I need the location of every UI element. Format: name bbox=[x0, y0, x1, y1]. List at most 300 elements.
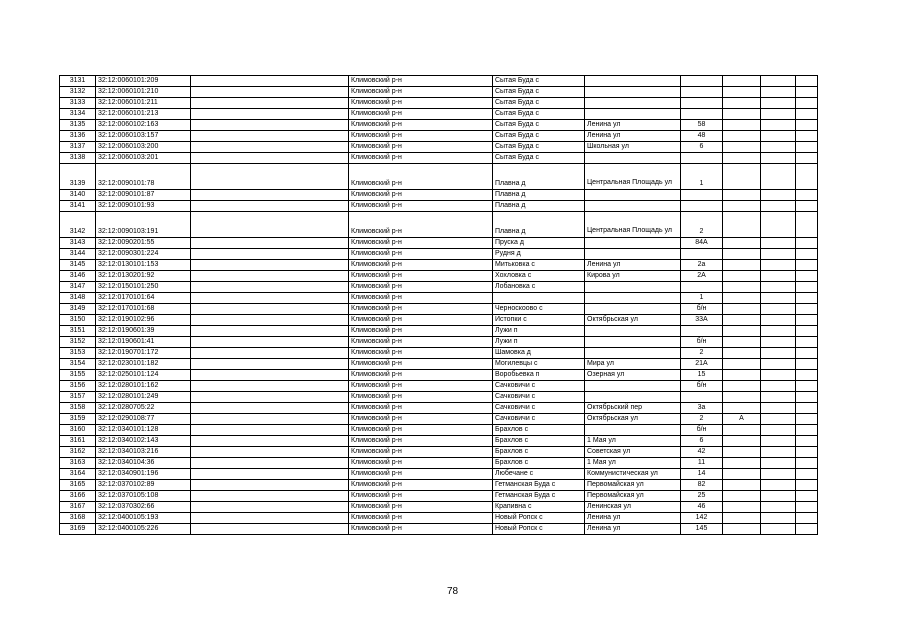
locality: Сачковичи с bbox=[493, 381, 585, 392]
cadastral-number: 32:12:0090103:191 bbox=[96, 212, 191, 238]
empty-cell bbox=[191, 304, 349, 315]
table-row bbox=[60, 164, 818, 190]
cadastral-number: 32:12:0090301:224 bbox=[96, 249, 191, 260]
letter bbox=[723, 469, 761, 480]
empty-cell bbox=[761, 249, 796, 260]
letter bbox=[723, 304, 761, 315]
district: Климовский р-н bbox=[349, 238, 493, 249]
empty-cell bbox=[191, 359, 349, 370]
street: Октябрьский пер bbox=[585, 403, 681, 414]
table-row bbox=[60, 315, 818, 326]
table-row bbox=[60, 153, 818, 164]
street: Ленина ул bbox=[585, 120, 681, 131]
locality: Сытая Буда с bbox=[493, 131, 585, 142]
house-number: 145 bbox=[681, 524, 723, 535]
empty-cell bbox=[796, 370, 818, 381]
cadastral-number: 32:12:0250101:124 bbox=[96, 370, 191, 381]
house-number: 15 bbox=[681, 370, 723, 381]
cadastral-number: 32:12:0090201:55 bbox=[96, 238, 191, 249]
district: Климовский р-н bbox=[349, 326, 493, 337]
letter bbox=[723, 458, 761, 469]
house-number bbox=[681, 392, 723, 403]
cadastral-number: 32:12:0170101:64 bbox=[96, 293, 191, 304]
letter bbox=[723, 513, 761, 524]
row-number: 3136 bbox=[60, 131, 96, 142]
street bbox=[585, 249, 681, 260]
locality bbox=[493, 293, 585, 304]
empty-cell bbox=[796, 109, 818, 120]
row-number: 3145 bbox=[60, 260, 96, 271]
letter bbox=[723, 260, 761, 271]
empty-cell bbox=[796, 524, 818, 535]
cadastral-number: 32:12:0370302:66 bbox=[96, 502, 191, 513]
locality: Могилевцы с bbox=[493, 359, 585, 370]
locality: Новый Ропск с bbox=[493, 524, 585, 535]
street bbox=[585, 153, 681, 164]
empty-cell bbox=[191, 469, 349, 480]
empty-cell bbox=[761, 87, 796, 98]
empty-cell bbox=[796, 282, 818, 293]
street bbox=[585, 392, 681, 403]
row-number: 3158 bbox=[60, 403, 96, 414]
empty-cell bbox=[761, 513, 796, 524]
letter bbox=[723, 502, 761, 513]
empty-cell bbox=[191, 87, 349, 98]
cadastral-number: 32:12:0280101:249 bbox=[96, 392, 191, 403]
cadastral-number: 32:12:0060101:209 bbox=[96, 76, 191, 87]
row-number: 3139 bbox=[60, 164, 96, 190]
street bbox=[585, 98, 681, 109]
district: Климовский р-н bbox=[349, 109, 493, 120]
empty-cell bbox=[796, 131, 818, 142]
row-number: 3157 bbox=[60, 392, 96, 403]
empty-cell bbox=[796, 120, 818, 131]
district: Климовский р-н bbox=[349, 337, 493, 348]
empty-cell bbox=[761, 238, 796, 249]
house-number: 142 bbox=[681, 513, 723, 524]
empty-cell bbox=[761, 469, 796, 480]
street: Школьная ул bbox=[585, 142, 681, 153]
empty-cell bbox=[191, 271, 349, 282]
empty-cell bbox=[761, 480, 796, 491]
table-row bbox=[60, 293, 818, 304]
cadastral-number: 32:12:0190601:39 bbox=[96, 326, 191, 337]
empty-cell bbox=[191, 436, 349, 447]
house-number: 84А bbox=[681, 238, 723, 249]
locality: Гетманская Буда с bbox=[493, 491, 585, 502]
district: Климовский р-н bbox=[349, 98, 493, 109]
row-number: 3153 bbox=[60, 348, 96, 359]
letter bbox=[723, 271, 761, 282]
street bbox=[585, 348, 681, 359]
empty-cell bbox=[796, 337, 818, 348]
row-number: 3131 bbox=[60, 76, 96, 87]
district: Климовский р-н bbox=[349, 458, 493, 469]
cadastral-number: 32:12:0060101:213 bbox=[96, 109, 191, 120]
house-number bbox=[681, 326, 723, 337]
district: Климовский р-н bbox=[349, 513, 493, 524]
empty-cell bbox=[796, 212, 818, 238]
table-row bbox=[60, 98, 818, 109]
locality: Воробьевка п bbox=[493, 370, 585, 381]
empty-cell bbox=[191, 392, 349, 403]
house-number: 6 bbox=[681, 142, 723, 153]
house-number: б/н bbox=[681, 337, 723, 348]
letter bbox=[723, 403, 761, 414]
street bbox=[585, 87, 681, 98]
street: Октябрьская ул bbox=[585, 414, 681, 425]
letter bbox=[723, 87, 761, 98]
house-number: 33А bbox=[681, 315, 723, 326]
table-body bbox=[60, 76, 818, 535]
table-row bbox=[60, 348, 818, 359]
locality: Сытая Буда с bbox=[493, 120, 585, 131]
empty-cell bbox=[796, 87, 818, 98]
empty-cell bbox=[761, 304, 796, 315]
letter bbox=[723, 524, 761, 535]
table-row bbox=[60, 370, 818, 381]
empty-cell bbox=[191, 153, 349, 164]
street: Коммунистическая ул bbox=[585, 469, 681, 480]
house-number bbox=[681, 87, 723, 98]
letter bbox=[723, 425, 761, 436]
district: Климовский р-н bbox=[349, 142, 493, 153]
cadastral-number: 32:12:0060101:210 bbox=[96, 87, 191, 98]
empty-cell bbox=[796, 359, 818, 370]
empty-cell bbox=[191, 403, 349, 414]
house-number bbox=[681, 201, 723, 212]
row-number: 3144 bbox=[60, 249, 96, 260]
empty-cell bbox=[761, 348, 796, 359]
house-number bbox=[681, 98, 723, 109]
empty-cell bbox=[796, 458, 818, 469]
row-number: 3164 bbox=[60, 469, 96, 480]
row-number: 3137 bbox=[60, 142, 96, 153]
district: Климовский р-н bbox=[349, 249, 493, 260]
street bbox=[585, 201, 681, 212]
letter bbox=[723, 282, 761, 293]
street bbox=[585, 238, 681, 249]
empty-cell bbox=[796, 513, 818, 524]
locality: Плавна д bbox=[493, 201, 585, 212]
letter bbox=[723, 337, 761, 348]
empty-cell bbox=[761, 201, 796, 212]
empty-cell bbox=[796, 190, 818, 201]
house-number: 1 bbox=[681, 293, 723, 304]
street: Центральная Площадь ул bbox=[585, 164, 681, 190]
letter bbox=[723, 201, 761, 212]
street: 1 Мая ул bbox=[585, 458, 681, 469]
table-row bbox=[60, 491, 818, 502]
cadastral-number: 32:12:0400105:193 bbox=[96, 513, 191, 524]
table-row bbox=[60, 249, 818, 260]
district: Климовский р-н bbox=[349, 491, 493, 502]
letter bbox=[723, 381, 761, 392]
empty-cell bbox=[796, 271, 818, 282]
district: Климовский р-н bbox=[349, 304, 493, 315]
street: Ленина ул bbox=[585, 524, 681, 535]
district: Климовский р-н bbox=[349, 381, 493, 392]
row-number: 3154 bbox=[60, 359, 96, 370]
locality: Брахлов с bbox=[493, 436, 585, 447]
row-number: 3149 bbox=[60, 304, 96, 315]
empty-cell bbox=[191, 381, 349, 392]
empty-cell bbox=[761, 326, 796, 337]
cadastral-number: 32:12:0060103:157 bbox=[96, 131, 191, 142]
row-number: 3135 bbox=[60, 120, 96, 131]
letter bbox=[723, 480, 761, 491]
empty-cell bbox=[761, 153, 796, 164]
cadastral-number: 32:12:0230101:182 bbox=[96, 359, 191, 370]
empty-cell bbox=[796, 304, 818, 315]
empty-cell bbox=[796, 260, 818, 271]
empty-cell bbox=[191, 447, 349, 458]
empty-cell bbox=[796, 238, 818, 249]
letter bbox=[723, 238, 761, 249]
locality: Брахлов с bbox=[493, 425, 585, 436]
locality: Истопки с bbox=[493, 315, 585, 326]
row-number: 3134 bbox=[60, 109, 96, 120]
district: Климовский р-н bbox=[349, 190, 493, 201]
locality: Митьковка с bbox=[493, 260, 585, 271]
locality: Сытая Буда с bbox=[493, 142, 585, 153]
district: Климовский р-н bbox=[349, 87, 493, 98]
row-number: 3163 bbox=[60, 458, 96, 469]
street: Мира ул bbox=[585, 359, 681, 370]
empty-cell bbox=[761, 370, 796, 381]
table-row bbox=[60, 271, 818, 282]
empty-cell bbox=[761, 414, 796, 425]
empty-cell bbox=[796, 381, 818, 392]
empty-cell bbox=[191, 212, 349, 238]
district: Климовский р-н bbox=[349, 348, 493, 359]
empty-cell bbox=[761, 109, 796, 120]
locality: Сытая Буда с bbox=[493, 109, 585, 120]
locality: Плавна д bbox=[493, 164, 585, 190]
empty-cell bbox=[191, 249, 349, 260]
locality: Лужи п bbox=[493, 337, 585, 348]
empty-cell bbox=[761, 293, 796, 304]
empty-cell bbox=[761, 337, 796, 348]
district: Климовский р-н bbox=[349, 403, 493, 414]
empty-cell bbox=[796, 201, 818, 212]
empty-cell bbox=[191, 282, 349, 293]
empty-cell bbox=[761, 425, 796, 436]
street: Первомайская ул bbox=[585, 491, 681, 502]
row-number: 3143 bbox=[60, 238, 96, 249]
letter bbox=[723, 436, 761, 447]
row-number: 3133 bbox=[60, 98, 96, 109]
table-row bbox=[60, 381, 818, 392]
row-number: 3151 bbox=[60, 326, 96, 337]
empty-cell bbox=[796, 348, 818, 359]
empty-cell bbox=[191, 337, 349, 348]
empty-cell bbox=[191, 142, 349, 153]
house-number: 14 bbox=[681, 469, 723, 480]
table-row bbox=[60, 109, 818, 120]
cadastral-number: 32:12:0190601:41 bbox=[96, 337, 191, 348]
letter bbox=[723, 315, 761, 326]
empty-cell bbox=[761, 315, 796, 326]
cadastral-number: 32:12:0340101:128 bbox=[96, 425, 191, 436]
letter bbox=[723, 370, 761, 381]
district: Климовский р-н bbox=[349, 164, 493, 190]
house-number bbox=[681, 109, 723, 120]
row-number: 3161 bbox=[60, 436, 96, 447]
empty-cell bbox=[796, 142, 818, 153]
cadastral-number: 32:12:0190102:96 bbox=[96, 315, 191, 326]
empty-cell bbox=[761, 98, 796, 109]
cadastral-number: 32:12:0060102:163 bbox=[96, 120, 191, 131]
locality: Плавна д bbox=[493, 212, 585, 238]
empty-cell bbox=[796, 392, 818, 403]
empty-cell bbox=[796, 469, 818, 480]
district: Климовский р-н bbox=[349, 271, 493, 282]
row-number: 3147 bbox=[60, 282, 96, 293]
locality: Лужи п bbox=[493, 326, 585, 337]
district: Климовский р-н bbox=[349, 502, 493, 513]
empty-cell bbox=[796, 480, 818, 491]
cadastral-number: 32:12:0340103:216 bbox=[96, 447, 191, 458]
letter bbox=[723, 326, 761, 337]
table-row bbox=[60, 87, 818, 98]
house-number: 2 bbox=[681, 414, 723, 425]
street: Ленина ул bbox=[585, 513, 681, 524]
cadastral-number: 32:12:0060103:200 bbox=[96, 142, 191, 153]
house-number: 25 bbox=[681, 491, 723, 502]
house-number: б/н bbox=[681, 425, 723, 436]
cadastral-number: 32:12:0400105:226 bbox=[96, 524, 191, 535]
empty-cell bbox=[191, 293, 349, 304]
row-number: 3138 bbox=[60, 153, 96, 164]
cadastral-number: 32:12:0280705:22 bbox=[96, 403, 191, 414]
house-number: 58 bbox=[681, 120, 723, 131]
row-number: 3141 bbox=[60, 201, 96, 212]
row-number: 3166 bbox=[60, 491, 96, 502]
empty-cell bbox=[191, 458, 349, 469]
empty-cell bbox=[761, 436, 796, 447]
house-number: 2а bbox=[681, 260, 723, 271]
house-number: 82 bbox=[681, 480, 723, 491]
street bbox=[585, 293, 681, 304]
table-row bbox=[60, 447, 818, 458]
empty-cell bbox=[796, 153, 818, 164]
district: Климовский р-н bbox=[349, 436, 493, 447]
district: Климовский р-н bbox=[349, 260, 493, 271]
row-number: 3168 bbox=[60, 513, 96, 524]
letter bbox=[723, 76, 761, 87]
empty-cell bbox=[761, 447, 796, 458]
table-row bbox=[60, 238, 818, 249]
house-number: 1 bbox=[681, 164, 723, 190]
table-row bbox=[60, 142, 818, 153]
table-row bbox=[60, 513, 818, 524]
row-number: 3132 bbox=[60, 87, 96, 98]
table-row bbox=[60, 403, 818, 414]
cadastral-number: 32:12:0130201:92 bbox=[96, 271, 191, 282]
cadastral-number: 32:12:0340102:143 bbox=[96, 436, 191, 447]
cadastral-number: 32:12:0340104:36 bbox=[96, 458, 191, 469]
empty-cell bbox=[761, 120, 796, 131]
cadastral-number: 32:12:0170101:68 bbox=[96, 304, 191, 315]
row-number: 3150 bbox=[60, 315, 96, 326]
street bbox=[585, 109, 681, 120]
cadastral-number: 32:12:0150101:250 bbox=[96, 282, 191, 293]
district: Климовский р-н bbox=[349, 201, 493, 212]
street: Первомайская ул bbox=[585, 480, 681, 491]
table-row bbox=[60, 502, 818, 513]
district: Климовский р-н bbox=[349, 480, 493, 491]
house-number bbox=[681, 190, 723, 201]
district: Климовский р-н bbox=[349, 524, 493, 535]
house-number: б/н bbox=[681, 304, 723, 315]
table-row bbox=[60, 425, 818, 436]
row-number: 3162 bbox=[60, 447, 96, 458]
letter bbox=[723, 153, 761, 164]
locality: Сачковичи с bbox=[493, 414, 585, 425]
empty-cell bbox=[191, 326, 349, 337]
street bbox=[585, 76, 681, 87]
empty-cell bbox=[796, 249, 818, 260]
table-row bbox=[60, 480, 818, 491]
letter bbox=[723, 190, 761, 201]
empty-cell bbox=[796, 98, 818, 109]
table-row bbox=[60, 212, 818, 238]
district: Климовский р-н bbox=[349, 414, 493, 425]
empty-cell bbox=[191, 425, 349, 436]
row-number: 3155 bbox=[60, 370, 96, 381]
empty-cell bbox=[191, 480, 349, 491]
locality: Сачковичи с bbox=[493, 403, 585, 414]
row-number: 3165 bbox=[60, 480, 96, 491]
locality: Лобановка с bbox=[493, 282, 585, 293]
row-number: 3152 bbox=[60, 337, 96, 348]
row-number: 3142 bbox=[60, 212, 96, 238]
cadastral-number: 32:12:0370105:108 bbox=[96, 491, 191, 502]
locality: Рудня д bbox=[493, 249, 585, 260]
letter bbox=[723, 98, 761, 109]
district: Климовский р-н bbox=[349, 293, 493, 304]
cadastral-number: 32:12:0060103:201 bbox=[96, 153, 191, 164]
empty-cell bbox=[796, 403, 818, 414]
letter bbox=[723, 293, 761, 304]
table-row bbox=[60, 414, 818, 425]
letter bbox=[723, 249, 761, 260]
letter bbox=[723, 212, 761, 238]
district: Климовский р-н bbox=[349, 153, 493, 164]
house-number bbox=[681, 76, 723, 87]
table-row bbox=[60, 131, 818, 142]
district: Климовский р-н bbox=[349, 120, 493, 131]
locality: Сытая Буда с bbox=[493, 76, 585, 87]
row-number: 3160 bbox=[60, 425, 96, 436]
table-row bbox=[60, 469, 818, 480]
empty-cell bbox=[796, 164, 818, 190]
cadastral-number: 32:12:0060101:211 bbox=[96, 98, 191, 109]
empty-cell bbox=[761, 142, 796, 153]
empty-cell bbox=[761, 381, 796, 392]
district: Климовский р-н bbox=[349, 359, 493, 370]
empty-cell bbox=[761, 392, 796, 403]
locality: Хохловка с bbox=[493, 271, 585, 282]
table-row bbox=[60, 458, 818, 469]
empty-cell bbox=[191, 315, 349, 326]
locality: Брахлов с bbox=[493, 458, 585, 469]
street bbox=[585, 326, 681, 337]
district: Климовский р-н bbox=[349, 131, 493, 142]
district: Климовский р-н bbox=[349, 282, 493, 293]
house-number: 2А bbox=[681, 271, 723, 282]
